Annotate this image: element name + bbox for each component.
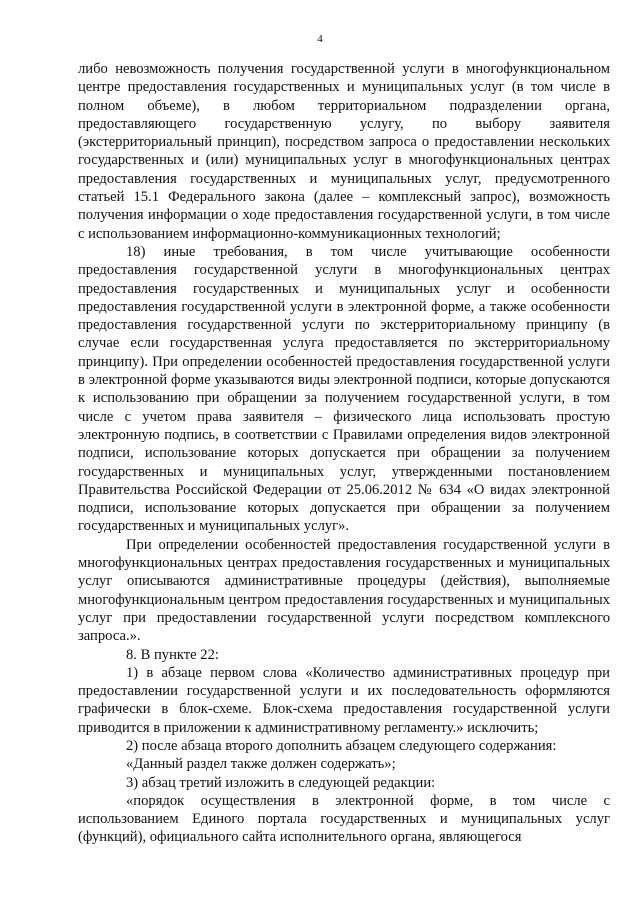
document-body — [78, 60, 610, 847]
paragraph: 3) абзац третий изложить в следующей редакции: — [126, 774, 436, 791]
paragraph: 1) в абзаце первом слова «Количество административных процедур при предоставлении государственной услуги и их последовательность оформляются графически в блок-схеме. Блок-схема предоставления государственной услуги приводится в приложении к административному регламенту.» исключить; — [78, 664, 610, 736]
page-number: 4 — [317, 33, 323, 45]
paragraph: 8. В пункте 22: — [126, 646, 219, 663]
paragraph: «Данный раздел также должен содержать»; — [126, 756, 396, 773]
paragraph: 18) иные требования, в том числе учитывающие особенности предоставления государственной услуги в многофункциональных центрах предоставления государственных и муниципальных услуг и особенности предоставления государственной услуги в электронной форме, а также особенности предоставления государственной услуги по экстерриториальному принципу (в случае если государственная услуга предоставляется по экстерриториальному принципу). При определении особенностей предоставления государственной услуги в электронной форме указываются виды электронной подписи, которые допускаются к использованию при обращении за получением государственной услуги, в том числе с учетом права заявителя – физического лица использовать простую электронную подпись, в соответствии с Правилами определения видов электронной подписи, использование которых допускается при обращении за получением государственных и муниципальных услуг, утвержденными постановлением Правительства Российской Федерации от 25.06.2012 № 634 «О видах электронной подписи, использование которых допускается при обращении за получением государственных и муниципальных услуг». — [78, 243, 610, 535]
paragraph: «порядок осуществления в электронной форме, в том числе с использованием Единого портала государственных и муниципальных услуг (функций), официального сайта исполнительного органа, являющегося — [78, 792, 610, 846]
paragraph: При определении особенностей предоставления государственной услуги в многофункциональных центрах предоставления государственных и муниципальных услуг описываются административные процедуры (действия), выполняемые многофункциональным центром предоставления государственных и муниципальных услуг при предоставлении государственной услуги посредством комплексного запроса.». — [78, 536, 610, 645]
paragraph: либо невозможность получения государственной услуги в многофункциональном центре предоставления государственных и муниципальных услуг (в том числе в полном объеме), в любом территориальном подразделении органа, предоставляющего государственную услугу, по выбору заявителя (экстерриториальный принцип), посредством запроса о предоставлении нескольких государственных и (или) муниципальных услуг в многофункциональных центрах предоставления государственных и муниципальных услуг, предусмотренного статьей 15.1 Федерального закона (далее – комплексный запрос), возможность получения информации о ходе предоставления государственной услуги, в том числе с использованием информационно-коммуникационных технологий; — [78, 61, 610, 242]
paragraph: 2) после абзаца второго дополнить абзацем следующего содержания: — [126, 737, 557, 754]
